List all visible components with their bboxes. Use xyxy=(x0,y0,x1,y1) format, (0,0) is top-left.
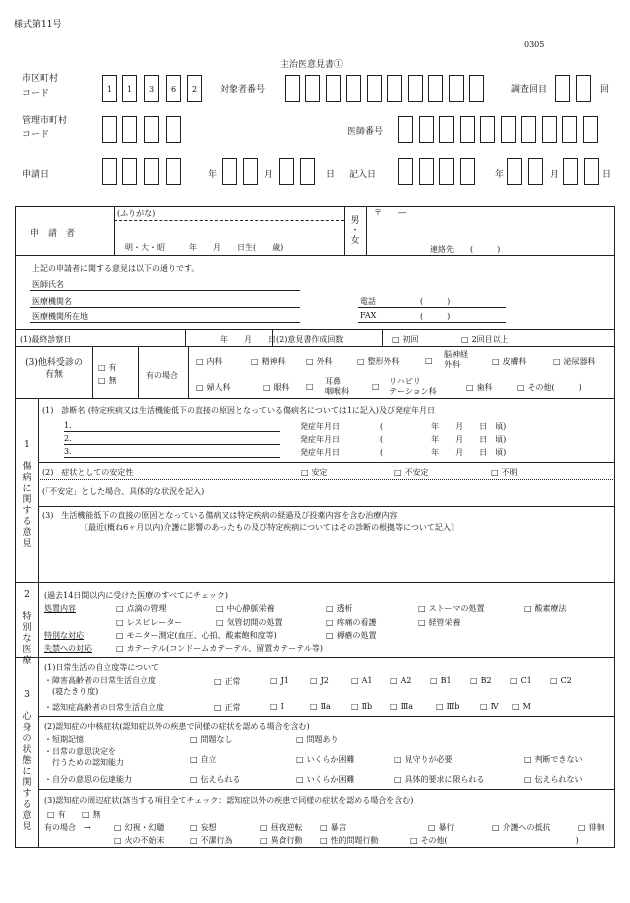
peripheral-if-yes: 有の場合 → xyxy=(44,823,91,832)
fire-carelessness[interactable]: □ 火の不始末 xyxy=(114,835,165,846)
tel-value: ( ) xyxy=(420,297,451,306)
course-text-area[interactable] xyxy=(42,536,610,580)
digit-box[interactable] xyxy=(419,116,434,143)
digit-box[interactable] xyxy=(166,158,181,185)
special-care-note: (過去14日間以内に受けた医療のすべてにチェック) xyxy=(44,591,229,600)
section-3-label: 3 心 身 の 状 態 に 関 す る 意 見 xyxy=(22,690,32,832)
tracheotomy-checkbox[interactable]: □ 気管切開の処置 xyxy=(216,617,283,628)
rule-line xyxy=(38,789,615,790)
address-label: 医療機関所在地 xyxy=(32,312,88,321)
city-code-label: 市区町村 コード xyxy=(22,74,59,99)
dept-ophthalmology[interactable]: □ 眼科 xyxy=(263,382,290,393)
digit-box[interactable] xyxy=(501,116,516,143)
elderly-normal[interactable]: □ 正常 xyxy=(214,676,241,687)
dept-neurosurgery-label: 脳神経 外科 xyxy=(444,350,468,369)
dept-ent-label: 耳鼻 咽喉科 xyxy=(325,377,349,396)
first-time-checkbox[interactable]: □ 初回 xyxy=(392,334,419,345)
delusion[interactable]: □ 妄想 xyxy=(190,822,217,833)
verbal-abuse[interactable]: □ 暴言 xyxy=(320,822,347,833)
city-digit[interactable]: 1 xyxy=(122,75,137,102)
violence[interactable]: □ 暴行 xyxy=(428,822,455,833)
digit-box[interactable] xyxy=(144,116,159,143)
dept-dermatology[interactable]: □ 皮膚科 xyxy=(492,356,527,367)
month-label: 月 xyxy=(264,170,274,180)
contact-label: 連絡先 ( ) xyxy=(430,245,501,254)
elderly-c2[interactable]: □ C2 xyxy=(550,676,572,685)
dept-neurosurgery[interactable] xyxy=(425,356,436,365)
onset-date-1[interactable]: ( 年 月 日 頃) xyxy=(380,422,507,431)
bedsore-checkbox[interactable]: □ 褥瘡の処置 xyxy=(326,630,377,641)
rule-line xyxy=(38,716,615,717)
rule-line xyxy=(30,290,300,291)
digit-box[interactable] xyxy=(243,158,258,185)
dementia-2b[interactable]: □ Ⅱb xyxy=(351,702,372,711)
diag-2-num: 2. xyxy=(64,434,72,443)
peripheral-symptoms-heading: (3)認知症の周辺症状(該当する項目全てチェック：認知症以外の疾患で同様の症状を認める場合を含む) xyxy=(44,796,414,805)
digit-box[interactable] xyxy=(419,158,434,185)
digit-box[interactable] xyxy=(285,75,300,102)
digit-box[interactable] xyxy=(428,75,443,102)
digit-box[interactable] xyxy=(144,158,159,185)
dept-surgery[interactable]: □ 外科 xyxy=(306,356,333,367)
rule-line xyxy=(64,431,280,432)
rule-line xyxy=(38,398,39,848)
dept-rehab[interactable] xyxy=(372,382,383,391)
stability-label: (2) 症状としての安定性 xyxy=(42,468,134,477)
unclean-behavior[interactable]: □ 不潔行為 xyxy=(190,835,233,846)
rule-line xyxy=(15,329,615,330)
digit-box[interactable] xyxy=(300,158,315,185)
second-time-checkbox[interactable]: □ 2回目以上 xyxy=(461,334,509,345)
dementia-3b[interactable]: □ Ⅲb xyxy=(436,702,459,711)
subject-number-label: 対象者番号 xyxy=(220,85,266,95)
digit-box[interactable] xyxy=(122,158,137,185)
memory-ok[interactable]: □ 問題なし xyxy=(190,734,233,745)
elderly-a2[interactable]: □ A2 xyxy=(390,676,411,685)
core-symptoms-heading: (2)認知症の中核症状(認知症以外の疾患で同様の症状を認める場合を含む) xyxy=(44,722,310,731)
respirator-checkbox[interactable]: □ レスピレーター xyxy=(116,617,182,628)
digit-box[interactable] xyxy=(480,116,495,143)
entry-date-label: 記入日 xyxy=(349,170,377,180)
convey-cannot[interactable]: □ 伝えられない xyxy=(524,774,583,785)
digit-box[interactable] xyxy=(398,116,413,143)
furigana-label: (ふりがな) xyxy=(117,209,156,218)
creation-count-label: (2)意見書作成回数 xyxy=(276,335,344,344)
kai-label: 回 xyxy=(600,85,610,95)
dept-dentistry[interactable]: □ 歯科 xyxy=(466,382,493,393)
month-label: 月 xyxy=(550,170,560,180)
monitor-checkbox[interactable]: □ モニター測定(血圧、心拍、酸素飽和度等) xyxy=(116,630,277,641)
digit-box[interactable] xyxy=(563,158,578,185)
if-yes-label: 有の場合 xyxy=(146,371,178,380)
digit-box[interactable] xyxy=(102,116,117,143)
other-dept-no[interactable]: □ 無 xyxy=(98,375,117,386)
decision-some-difficulty[interactable]: □ いくらか困難 xyxy=(296,754,355,765)
dementia-3a[interactable]: □ Ⅲa xyxy=(390,702,413,711)
digit-box[interactable] xyxy=(521,116,536,143)
dept-gynecology[interactable]: □ 婦人科 xyxy=(196,382,231,393)
city-digit[interactable]: 2 xyxy=(187,75,202,102)
digit-box[interactable] xyxy=(460,116,475,143)
rule-line xyxy=(64,457,280,458)
digit-box[interactable] xyxy=(279,158,294,185)
special-response-label: 特別な対応 xyxy=(44,631,84,640)
rule-line xyxy=(114,206,115,255)
dept-urology[interactable]: □ 泌尿器科 xyxy=(553,356,596,367)
elderly-level-label: ・障害高齢者の日常生活自立度 (寝たきり度) xyxy=(44,676,156,696)
rule-line xyxy=(38,506,615,507)
section-1-label: 1 傷 病 に 関 す る 意 見 xyxy=(22,440,32,549)
rule-line xyxy=(185,329,186,346)
peripheral-other[interactable]: □ その他( ) xyxy=(410,835,579,846)
decision-needs-watch[interactable]: □ 見守りが必要 xyxy=(394,754,453,765)
digit-box[interactable] xyxy=(166,116,181,143)
elderly-b2[interactable]: □ B2 xyxy=(470,676,492,685)
digit-box[interactable] xyxy=(439,116,454,143)
convey-label: ・自分の意思の伝達能力 xyxy=(44,775,132,784)
city-digit[interactable]: 6 xyxy=(166,75,181,102)
rule-line xyxy=(30,307,300,308)
peripheral-no[interactable]: □ 無 xyxy=(82,809,101,820)
elderly-a1[interactable]: □ A1 xyxy=(351,676,372,685)
tube-feeding-checkbox[interactable]: □ 経管栄養 xyxy=(418,617,461,628)
survey-count-label: 調査回目 xyxy=(511,85,548,95)
fax-label: FAX xyxy=(360,311,377,320)
digit-box[interactable] xyxy=(122,116,137,143)
doctor-number-label: 医師番号 xyxy=(347,127,384,137)
iv-drip-checkbox[interactable]: □ 点滴の管理 xyxy=(116,603,167,614)
rule-line xyxy=(138,346,139,398)
unstable-note: (「不安定」とした場合、具体的な状況を記入) xyxy=(42,487,205,496)
other-dept-yes[interactable]: □ 有 xyxy=(98,362,117,373)
year-label: 年 xyxy=(208,170,218,180)
dept-psychiatry[interactable]: □ 精神科 xyxy=(251,356,286,367)
catheter-checkbox[interactable]: □ カテーテル(コンドームカテーテル、留置カテーテル等) xyxy=(116,643,323,654)
rule-line xyxy=(38,479,615,480)
dementia-normal[interactable]: □ 正常 xyxy=(214,702,241,713)
digit-box[interactable] xyxy=(346,75,361,102)
postal-label: 〒 ― xyxy=(374,208,406,217)
course-heading: (3) 生活機能低下の直接の原因となっている傷病又は特定疾病の経過及び投薬内容を含む治療内容 xyxy=(42,511,398,520)
diagnosis-heading: (1) 診断名 (特定疾病又は生活機能低下の直接の原因となっている傷病名については1に記入)及び発症年月日 xyxy=(42,406,436,415)
memory-problem[interactable]: □ 問題あり xyxy=(296,734,339,745)
fax-value: ( ) xyxy=(420,312,451,321)
application-date-label: 申請日 xyxy=(22,170,50,180)
doctor-name-label: 医師氏名 xyxy=(32,280,64,289)
mgmt-city-label: 管理市町村 コード xyxy=(22,116,68,140)
onset-date-2[interactable]: ( 年 月 日 頃) xyxy=(380,435,507,444)
form-code: 0305 xyxy=(524,40,545,49)
digit-box[interactable] xyxy=(583,116,598,143)
rule-line xyxy=(15,657,615,658)
section-2-label: 2 特 別 な 医 療 xyxy=(22,590,32,666)
dementia-1[interactable]: □ Ⅰ xyxy=(270,702,284,711)
dept-ent[interactable] xyxy=(306,382,317,391)
day-label: 日 xyxy=(602,170,612,180)
onset-label-3: 発症年月日 xyxy=(300,448,340,457)
pica[interactable]: □ 異食行動 xyxy=(260,835,303,846)
rule-line xyxy=(272,329,273,346)
rule-line xyxy=(15,398,615,399)
rule-line xyxy=(382,329,383,346)
sex-label[interactable]: 男 ・ 女 xyxy=(350,216,360,246)
rule-line xyxy=(64,444,280,445)
rule-line xyxy=(358,307,506,308)
central-iv-checkbox[interactable]: □ 中心静脈栄養 xyxy=(216,603,275,614)
digit-box[interactable] xyxy=(222,158,237,185)
last-exam-label: (1)最終診察日 xyxy=(20,335,72,344)
rule-line xyxy=(358,322,506,323)
day-night-reversal[interactable]: □ 昼夜逆転 xyxy=(260,822,303,833)
applicant-name-field[interactable] xyxy=(117,222,342,240)
rule-line xyxy=(30,322,300,323)
digit-box[interactable] xyxy=(562,116,577,143)
institution-label: 医療機関名 xyxy=(32,297,72,306)
wandering[interactable]: □ 徘徊 xyxy=(578,822,605,833)
city-digit[interactable]: 1 xyxy=(102,75,117,102)
digit-box[interactable] xyxy=(326,75,341,102)
city-digit[interactable]: 3 xyxy=(144,75,159,102)
digit-box[interactable] xyxy=(439,158,454,185)
convey-some-difficulty[interactable]: □ いくらか困難 xyxy=(296,774,355,785)
decision-independent[interactable]: □ 自立 xyxy=(190,754,217,765)
elderly-j2[interactable]: □ J2 xyxy=(310,676,329,685)
form-number: 様式第11号 xyxy=(14,20,62,30)
digit-box[interactable] xyxy=(542,116,557,143)
dialysis-checkbox[interactable]: □ 透析 xyxy=(326,603,353,614)
dementia-m[interactable]: □ M xyxy=(512,702,531,711)
rule-line xyxy=(344,206,345,255)
decision-label: ・日常の意思決定を 行うための認知能力 xyxy=(44,747,124,767)
form-title: 主治医意見書① xyxy=(280,60,344,70)
diag-1-num: 1. xyxy=(64,421,72,430)
digit-box[interactable] xyxy=(507,158,522,185)
digit-box[interactable] xyxy=(528,158,543,185)
rule-line xyxy=(366,206,367,255)
peripheral-yes[interactable]: □ 有 xyxy=(47,809,66,820)
dept-other[interactable]: □ その他( ) xyxy=(517,382,582,393)
year-label: 年 xyxy=(495,170,505,180)
rule-line xyxy=(15,582,615,583)
onset-label-1: 発症年月日 xyxy=(300,422,340,431)
applicant-label: 申 請 者 xyxy=(30,229,76,239)
procedure-label: 処置内容 xyxy=(44,604,76,613)
digit-box[interactable] xyxy=(460,158,475,185)
digit-box[interactable] xyxy=(367,75,382,102)
care-resistance[interactable]: □ 介護への抵抗 xyxy=(492,822,551,833)
digit-box[interactable] xyxy=(584,158,599,185)
independence-heading: (1)日常生活の自立度等について xyxy=(44,663,160,672)
digit-box[interactable] xyxy=(387,75,402,102)
stable-checkbox[interactable]: □ 安定 xyxy=(301,467,328,478)
course-note: 〔最近(概ね6ヶ月以内)介護に影響のあったもの及び特定疾病についてはその診断の根拠等について記入〕 xyxy=(80,523,459,532)
sexual-problem[interactable]: □ 性的問題行動 xyxy=(320,835,379,846)
digit-box[interactable] xyxy=(305,75,320,102)
birth-date: 明・大・昭 年 月 日生( 歳) xyxy=(125,243,284,252)
digit-box[interactable] xyxy=(408,75,423,102)
elderly-j1[interactable]: □ J1 xyxy=(270,676,289,685)
rule-line xyxy=(15,346,615,347)
day-label: 日 xyxy=(326,170,336,180)
oxygen-checkbox[interactable]: □ 酸素療法 xyxy=(524,603,567,614)
diag-3-num: 3. xyxy=(64,447,72,456)
dept-rehab-label: リハビリ テーション科 xyxy=(389,377,437,396)
dementia-level-label: ・認知症高齢者の日常生活自立度 xyxy=(44,703,164,712)
intro-text: 上記の申請者に関する意見は以下の通りです。 xyxy=(32,264,200,273)
onset-label-2: 発症年月日 xyxy=(300,435,340,444)
dept-internal[interactable]: □ 内科 xyxy=(196,356,223,367)
stoma-checkbox[interactable]: □ ストーマの処置 xyxy=(418,603,485,614)
last-exam-date[interactable]: 年 月 日 xyxy=(220,335,276,344)
dementia-4[interactable]: □ Ⅳ xyxy=(480,702,499,711)
digit-box[interactable] xyxy=(102,158,117,185)
digit-box[interactable] xyxy=(576,75,591,102)
rule-line xyxy=(38,462,615,463)
incontinence-label: 失禁への対応 xyxy=(44,644,92,653)
elderly-c1[interactable]: □ C1 xyxy=(510,676,532,685)
digit-box[interactable] xyxy=(449,75,464,102)
rule-line xyxy=(15,255,615,256)
hallucination[interactable]: □ 幻視・幻聴 xyxy=(114,822,165,833)
rule-line xyxy=(92,346,93,398)
onset-date-3[interactable]: ( 年 月 日 頃) xyxy=(380,448,507,457)
unknown-checkbox[interactable]: □ 不明 xyxy=(491,467,518,478)
pain-care-checkbox[interactable]: □ 疼痛の看護 xyxy=(326,617,377,628)
rule-line xyxy=(188,346,189,398)
other-dept-label: (3)他科受診の 有無 xyxy=(25,358,83,380)
digit-box[interactable] xyxy=(398,158,413,185)
rule-line xyxy=(114,220,344,221)
digit-box[interactable] xyxy=(555,75,570,102)
unstable-checkbox[interactable]: □ 不安定 xyxy=(394,467,429,478)
decision-cannot[interactable]: □ 判断できない xyxy=(524,754,583,765)
dept-orthopedics[interactable]: □ 整形外科 xyxy=(357,356,400,367)
tel-label: 電話 xyxy=(360,297,376,306)
digit-box[interactable] xyxy=(469,75,484,102)
convey-specific-only[interactable]: □ 具体的要求に限られる xyxy=(394,774,485,785)
convey-can[interactable]: □ 伝えられる xyxy=(190,774,241,785)
elderly-b1[interactable]: □ B1 xyxy=(430,676,452,685)
short-memory-label: ・短期記憶 xyxy=(44,735,84,744)
dementia-2a[interactable]: □ Ⅱa xyxy=(310,702,331,711)
